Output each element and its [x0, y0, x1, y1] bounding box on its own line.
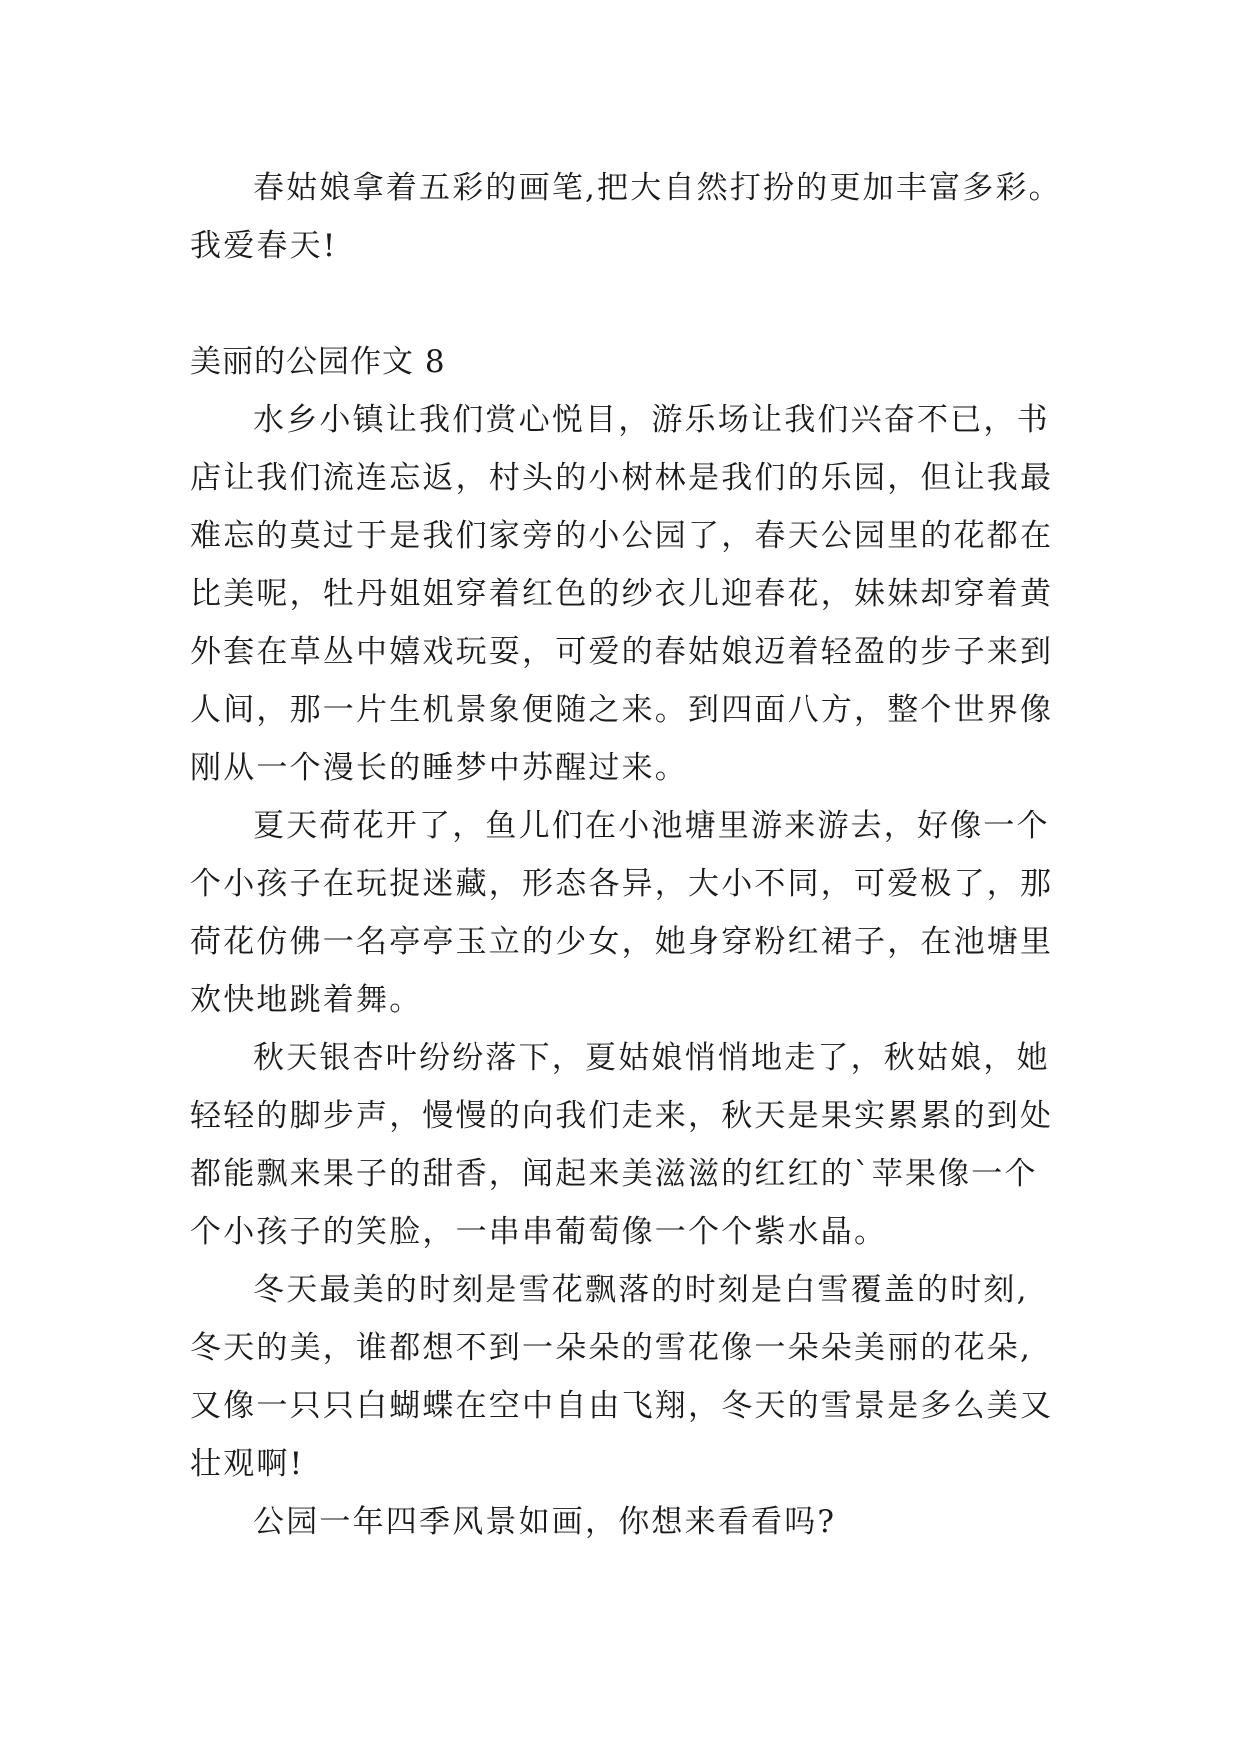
text-line: 春姑娘拿着五彩的画笔,把大自然打扮的更加丰富多彩。 [253, 170, 1062, 206]
text-line: 刚从一个漫长的睡梦中苏醒过来。 [190, 750, 688, 786]
text-line: 店让我们流连忘返，村头的小树林是我们的乐园，但让我最 [190, 460, 1054, 496]
text-line: 冬天最美的时刻是雪花飘落的时刻是白雪覆盖的时刻, [253, 1272, 1029, 1308]
text-line: 欢快地跳着舞。 [190, 982, 423, 1018]
text-line: 难忘的莫过于是我们家旁的小公园了，春天公园里的花都在 [190, 518, 1054, 554]
text-line: 轻轻的脚步声，慢慢的向我们走来，秋天是果实累累的到处 [190, 1098, 1054, 1134]
text-line: 荷花仿佛一名亭亭玉立的少女，她身穿粉红裙子，在池塘里 [190, 924, 1054, 960]
text-line: 冬天的美，谁都想不到一朵朵的雪花像一朵朵美丽的花朵, [190, 1330, 1033, 1366]
text-line: 壮观啊! [190, 1446, 305, 1482]
section-heading: 美丽的公园作文 8 [190, 344, 446, 380]
text-line: 公园一年四季风景如画，你想来看看吗? [253, 1504, 837, 1540]
text-line: 都能飘来果子的甜香，闻起来美滋滋的红红的`苹果像一个 [190, 1156, 1038, 1192]
text-line: 外套在草丛中嬉戏玩耍，可爱的春姑娘迈着轻盈的步子来到 [190, 634, 1054, 670]
text-line: 夏天荷花开了，鱼儿们在小池塘里游来游去，好像一个 [253, 808, 1050, 844]
text-line: 又像一只只白蝴蝶在空中自由飞翔，冬天的雪景是多么美又 [190, 1388, 1054, 1424]
text-line: 秋天银杏叶纷纷落下，夏姑娘悄悄地走了，秋姑娘，她 [253, 1040, 1050, 1076]
text-line: 个小孩子在玩捉迷藏，形态各异，大小不同，可爱极了，那 [190, 866, 1054, 902]
text-line: 个小孩子的笑脸，一串串葡萄像一个个紫水晶。 [190, 1214, 888, 1250]
text-line: 比美呢，牡丹姐姐穿着红色的纱衣儿迎春花，妹妹却穿着黄 [190, 576, 1054, 612]
text-line: 人间，那一片生机景象便随之来。到四面八方，整个世界像 [190, 692, 1054, 728]
text-line: 我爱春天! [190, 228, 338, 264]
text-line: 水乡小镇让我们赏心悦目，游乐场让我们兴奋不已，书 [253, 402, 1050, 438]
